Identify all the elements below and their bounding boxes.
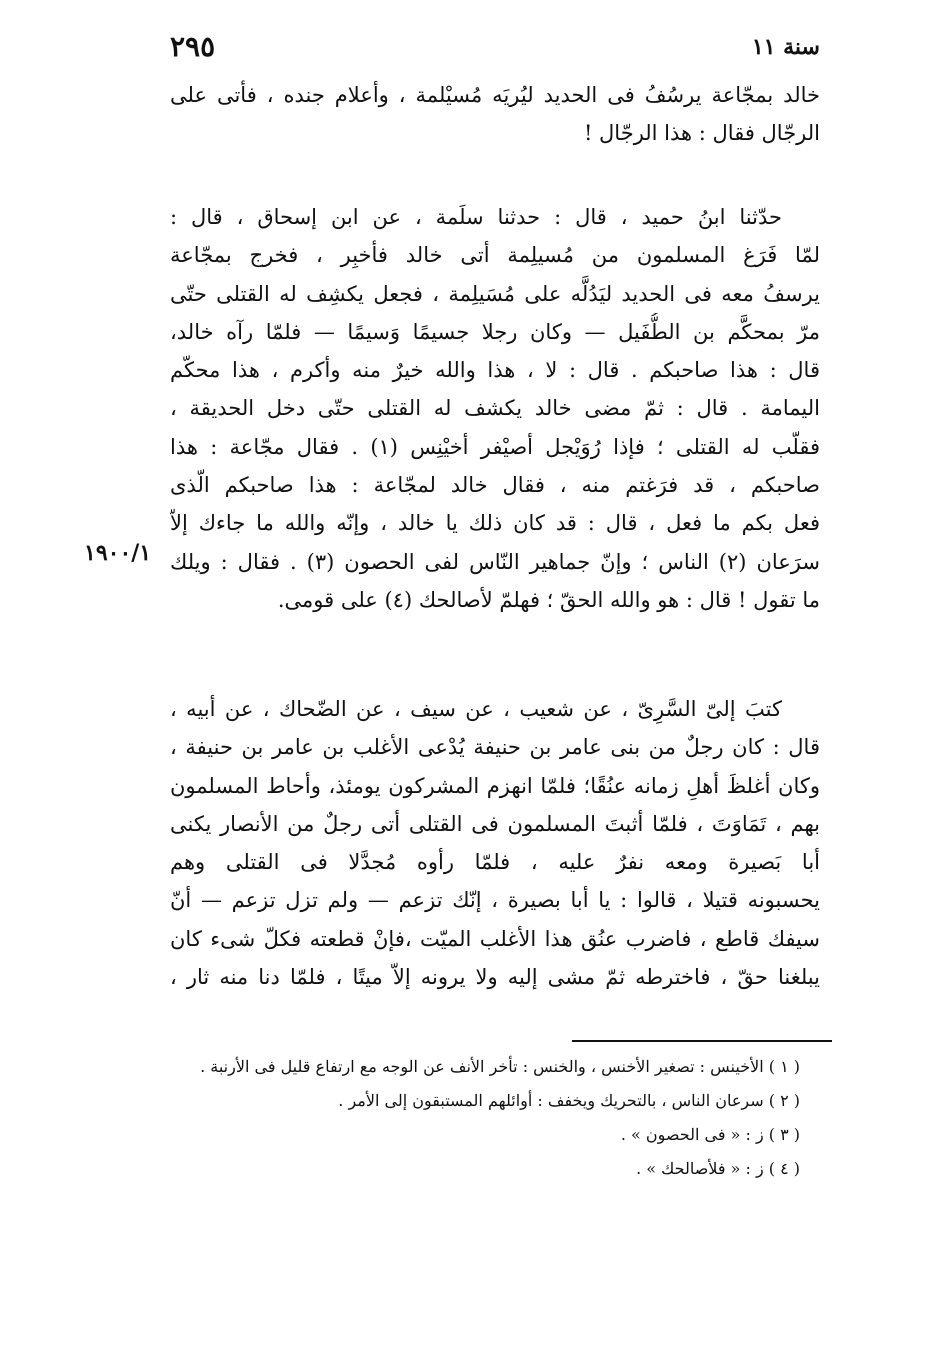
paragraph-3: [170, 690, 820, 996]
text-line: كتبَ إلىّ السَّرِىّ ، عن شعيب ، عن سيف ، عن الضّحاك ، عن أبيه ،: [170, 697, 782, 721]
footnote-1: ( ١ ) الأخينس : تصغير الأخنس ، والخنس : تأخر الأنف عن الوجه مع ارتفاع قليل فى الأرنبة .: [200, 1057, 800, 1076]
footnote-divider: [572, 1040, 832, 1042]
paragraph-1: [170, 76, 820, 153]
text-line: خالد بمجّاعة يرسُفُ فى الحديد ليُريَه مُسيْلمة ، وأعلام جنده ، فأتى على: [170, 83, 820, 107]
text-line: فقلّب له القتلى ؛ فإذا رُوَيْجل أصيْفر أخيْنِس (١) . فقال مجّاعة : هذا: [170, 434, 820, 459]
footnote-4: ( ٤ ) ز : « فلأصالحك » .: [636, 1159, 800, 1178]
text-line: بهم ، تَمَاوَتَ ، فلمّا أثبتَ المسلمون فى القتلى أتى رجلٌ من الأنصار يكنى: [170, 811, 820, 836]
text-line: وكان أغلظَ أهلِ زمانه عنُقًا؛ فلمّا انهزم المشركون يومئذ، وأحاط المسلمون: [170, 773, 820, 798]
text-line: يحسبونه قتيلا ، قالوا : يا أبا بصيرة ، إنّك تزعم — ولم تزل تزعم — أنّ: [170, 888, 820, 913]
running-head-year: سنة ١١: [751, 34, 820, 60]
text-line: الرجّال فقال : هذا الرجّال !: [583, 121, 820, 146]
text-line: صاحبكم ، قد فرَغتم منه ، فقال خالد لمجّاعة : هذا صاحبكم الّذى: [170, 473, 820, 498]
page-header: [170, 30, 820, 70]
text-line: قال : كان رجلٌ من بنى عامر بن حنيفة يُدْعى الأغلب بن عامر بن حنيفة ،: [170, 735, 820, 760]
text-line: اليمامة . قال : ثمّ مضى خالد يكشف له القتلى حتّى دخل الحديقة ،: [170, 396, 820, 421]
paragraph-2: [170, 198, 820, 619]
text-line: سرَعان (٢) الناس ؛ وإنّ جماهير النّاس لفى الحصون (٣) . فقال : ويلك: [170, 549, 820, 574]
text-line: قال : هذا صاحبكم . قال : لا ، هذا والله خيرٌ منه وأكرم ، هذا محكّم: [170, 358, 820, 383]
text-line: لمّا فَرَغ المسلمون من مُسيلِمة أتى خالد فأخبِر ، فخرج بمجّاعة: [170, 243, 820, 268]
footnote-2: ( ٢ ) سرعان الناس ، بالتحريك ويخفف : أوائلهم المستبقون إلى الأمر .: [338, 1091, 800, 1110]
margin-reference: ١٩٠٠/١: [84, 540, 152, 566]
footnote-3: ( ٣ ) ز : « فى الحصون » .: [620, 1125, 800, 1144]
text-line: فعل بكم ما فعل ، قال : قد كان ذلك يا خالد ، وإنّه والله ما جاءك إلاّ: [170, 511, 820, 536]
text-line: يبلغنا حقّ ، فاخترطه ثمّ مشى إليه ولا يرونه إلاّ ميتًا ، فلمّا دنا منه ثار ،: [170, 965, 820, 990]
text-line: مرّ بمحكَّم بن الطُّفَيل — وكان رجلا جسيمًا وَسيمًا — فلمّا رآه خالد،: [170, 319, 820, 344]
footnotes: [170, 1050, 800, 1186]
text-line: يرسفُ معه فى الحديد ليَدُلَّه على مُسَيلِمة ، فجعل يكشِف له القتلى حتّى: [170, 281, 820, 306]
page-number: ٢٩٥: [170, 30, 216, 63]
text-line: ما تقول ! قال : هو والله الحقّ ؛ فهلمّ لأصالحك (٤) على قومى.: [277, 587, 820, 612]
text-line: سيفك قاطع ، فاضرب عنُق هذا الأغلب الميّت ،فإنْ قطعته فكلّ شىء كان: [170, 926, 820, 951]
text-line: حدّثنا ابنُ حميد ، قال : حدثنا سلَمة ، عن ابن إسحاق ، قال :: [170, 205, 782, 229]
text-line: أبا بَصيرة ومعه نفرٌ عليه ، فلمّا رأوه مُجدَّلا فى القتلى وهم: [170, 850, 820, 875]
